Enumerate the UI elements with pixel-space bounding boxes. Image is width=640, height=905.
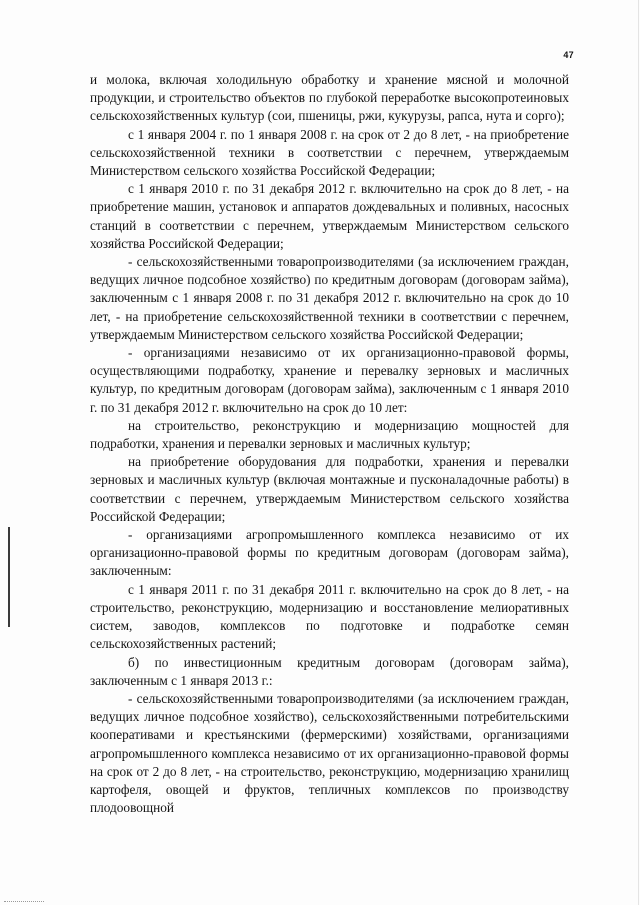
paragraph-5: - организациями независимо от их организационно-правовой формы, осуществляющими подработку, хранение и перевалку зерновых и масличных культур, по кредитным договорам (договорам займа), заключенным с 1 января 2010 г. по 31 декабря 2012 г. включительно на срок до 10 лет: [90, 345, 569, 415]
paragraph-11: - сельскохозяйственными товаропроизводителями (за исключением граждан, ведущих личное подсобное хозяйство), сельскохозяйственными потребительскими кооперативами и крестьянскими (фермерскими) хозяйствами, организациями агропромышленного комплекса независимо от их организационно-правовой формы на срок от 2 до 8 лет, - на строительство, реконструкцию, модернизацию хранилищ картофеля, овощей и фруктов, тепличных комплексов по производству плодоовощной [90, 690, 569, 816]
document-body [90, 71, 569, 817]
paragraph-2: с 1 января 2004 г. по 1 января 2008 г. на срок от 2 до 8 лет, - на приобретение сельскохозяйственной техники в соответствии с перечнем, утверждаемым Министерством сельского хозяйства Российской Федерации; [90, 126, 569, 179]
paragraph-4: - сельскохозяйственными товаропроизводителями (за исключением граждан, ведущих личное подсобное хозяйство) по кредитным договорам (договорам займа), заключенным с 1 января 2008 г. по 31 декабря 2012 г. включительно на срок до 10 лет, - на приобретение сельскохозяйственной техники в соответствии с перечнем, утверждаемым Министерством сельского хозяйства Российской Федерации; [90, 254, 569, 342]
paragraph-8: - организациями агропромышленного комплекса независимо от их организационно-правовой формы по кредитным договорам (договорам займа), заключенным: [90, 527, 569, 579]
scan-edge-line [638, 0, 639, 905]
paragraph-6: на строительство, реконструкцию и модернизацию мощностей для подработки, хранения и перевалки зерновых и масличных культур; [90, 417, 569, 452]
scan-margin-mark [8, 527, 10, 627]
paragraph-1: и молока, включая холодильную обработку и хранение мясной и молочной продукции, и строительство объектов по глубокой переработке высокопротеиновых сельскохозяйственных культур (сои, пшеницы, ржи, кукурузы, рапса, нута и сорго); [90, 72, 569, 124]
paragraph-3: с 1 января 2010 г. по 31 декабря 2012 г. включительно на срок до 8 лет, - на приобретение машин, установок и аппаратов дождевальных и поливных, насосных станций в соответствии с перечнем, утверждаемым Министерством сельского хозяйства Российской Федерации; [90, 181, 569, 251]
scan-bottom-artifact [4, 900, 44, 902]
paragraph-10: б) по инвестиционным кредитным договорам (договорам займа), заключенным с 1 января 2013 г.: [90, 654, 569, 688]
paragraph-9: с 1 января 2011 г. по 31 декабря 2011 г. включительно на срок до 8 лет, - на строительство, реконструкцию, модернизацию и восстановление мелиоративных систем, заводов, комплексов по подготовке и подработке семян сельскохозяйственных растений; [90, 581, 569, 652]
paragraph-7: на приобретение оборудования для подработки, хранения и перевалки зерновых и масличных культур (включая монтажные и пусконаладочные работы) в соответствии с перечнем, утверждаемым Министерством сельского хозяйства Российской Федерации; [90, 454, 569, 524]
page-number: 47 [563, 50, 574, 60]
